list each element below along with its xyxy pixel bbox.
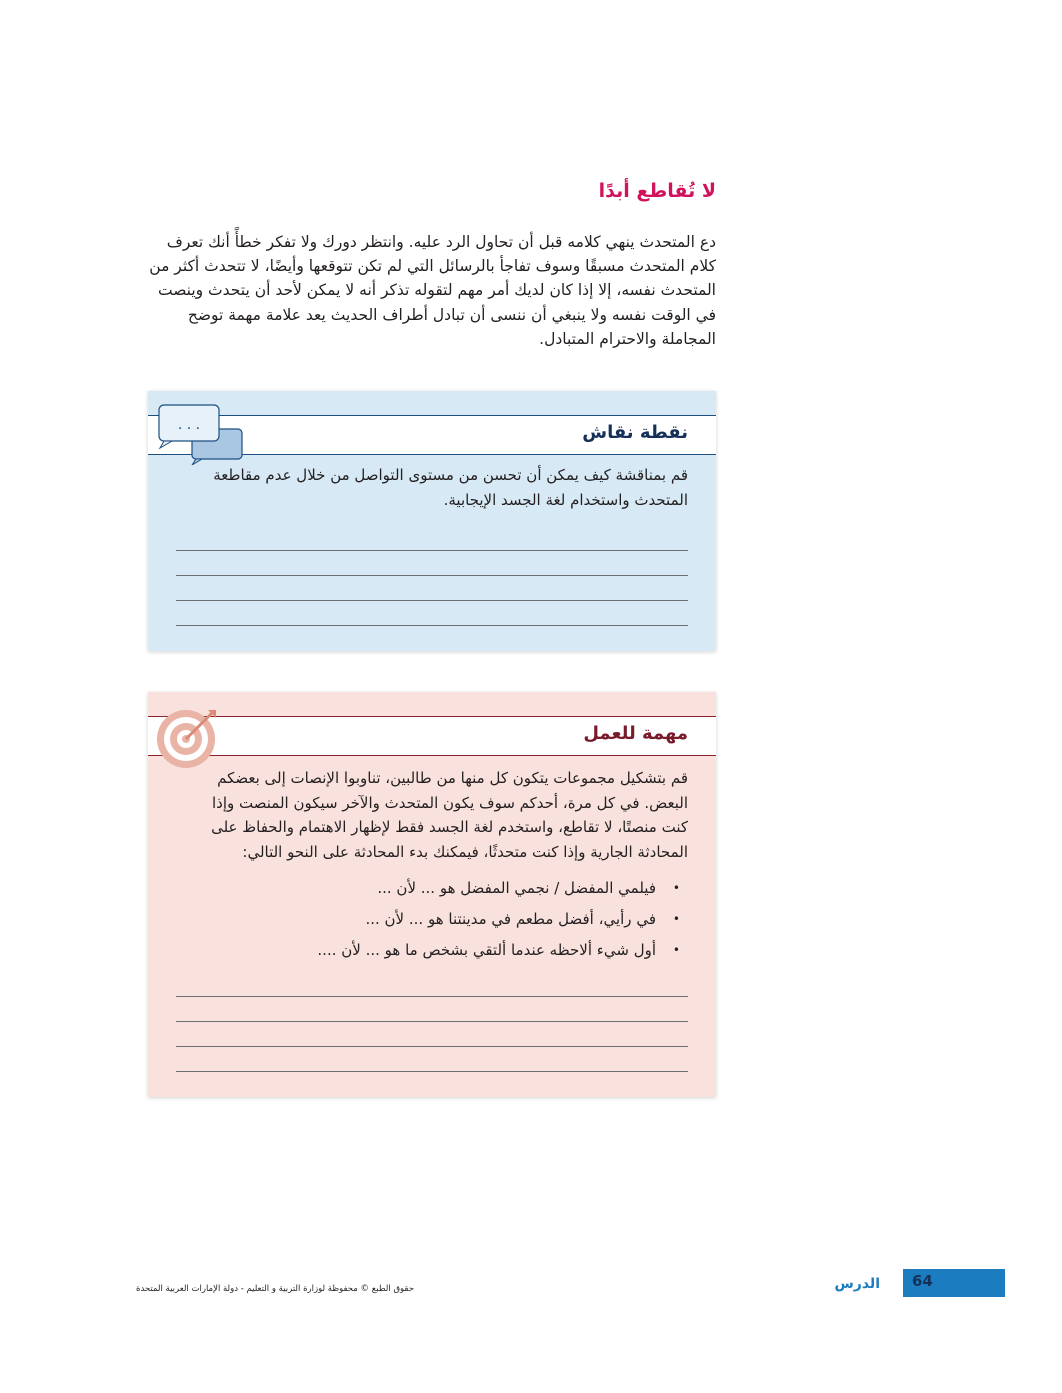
list-item — [188, 904, 688, 935]
bullet-icon: • — [672, 881, 680, 895]
task-text: قم بتشكيل مجموعات يتكون كل منها من طالبين، تناوبوا الإنصات إلى بعضكم البعض. في كل مرة، أحدكم سوف يكون المتحدث والآخر سيكون المنصت وإذا كنت منصتًا، لا تقاطع، واستخدم لغة الجسد فقط لإظهار الاهتمام والحفاظ على المحادثة الجارية وإذا كنت متحدثًا، فيمكنك بدء المحادثة على النحو التالي: — [211, 769, 688, 861]
answer-line[interactable] — [176, 1046, 688, 1047]
answer-line[interactable] — [176, 996, 688, 997]
chat-dots: . . . — [177, 417, 201, 433]
copyright-text: حقوق الطبع © محفوظة لوزارة التربية و التعليم - دولة الإمارات العربية المتحدة — [136, 1284, 414, 1294]
answer-line[interactable] — [176, 550, 688, 551]
answer-line[interactable] — [176, 1071, 688, 1072]
task-bullet-list — [188, 873, 688, 966]
answer-line[interactable] — [176, 1021, 688, 1022]
answer-line[interactable] — [176, 625, 688, 626]
speech-bubbles-icon — [156, 403, 246, 465]
target-icon — [156, 706, 220, 770]
task-box — [148, 692, 716, 1097]
answer-line[interactable] — [176, 600, 688, 601]
page-number: 64 — [912, 1272, 933, 1290]
intro-paragraph: دع المتحدث ينهي كلامه قبل أن تحاول الرد عليه. وانتظر دورك ولا تفكر خطأً أنك تعرف كلام المتحدث مسبقًا وسوف تفاجأ بالرسائل التي لم تكن تتوقعها وأيضًا، لا تتحدث أكثر من المتحدث نفسه، إلا إذا كان لديك أمر مهم لتقوله تذكر أنه لا يمكن لأحد أن يتحدث وينصت في الوقت نفسه ولا ينبغي أن ننسى أن تبادل أطراف الحديث يعد علامة مهمة توضح المجاملة والاحترام المتبادل. — [149, 233, 716, 348]
list-item — [188, 935, 688, 966]
bullet-icon: • — [672, 943, 680, 957]
list-item — [188, 873, 688, 904]
lesson-label: الدرس — [834, 1276, 880, 1292]
bullet-text: في رأيي، أفضل مطعم في مدينتنا هو ... لأن ... — [365, 910, 656, 928]
task-title: مهمة للعمل — [583, 723, 688, 744]
task-header — [148, 716, 716, 756]
discussion-box — [148, 391, 716, 651]
answer-line[interactable] — [176, 575, 688, 576]
bullet-text: فيلمي المفضل / نجمي المفضل هو ... لأن ... — [377, 879, 656, 897]
bullet-icon: • — [672, 912, 680, 926]
discussion-text: قم بمناقشة كيف يمكن أن تحسن من مستوى التواصل من خلال عدم مقاطعة المتحدث واستخدام لغة الجسد الإيجابية. — [213, 466, 688, 509]
discussion-title: نقطة نقاش — [582, 422, 688, 443]
section-title: لا تُقاطع أبدًا — [598, 180, 716, 202]
bullet-text: أول شيء ألاحظه عندما ألتقي بشخص ما هو ... لأن .... — [317, 941, 656, 959]
